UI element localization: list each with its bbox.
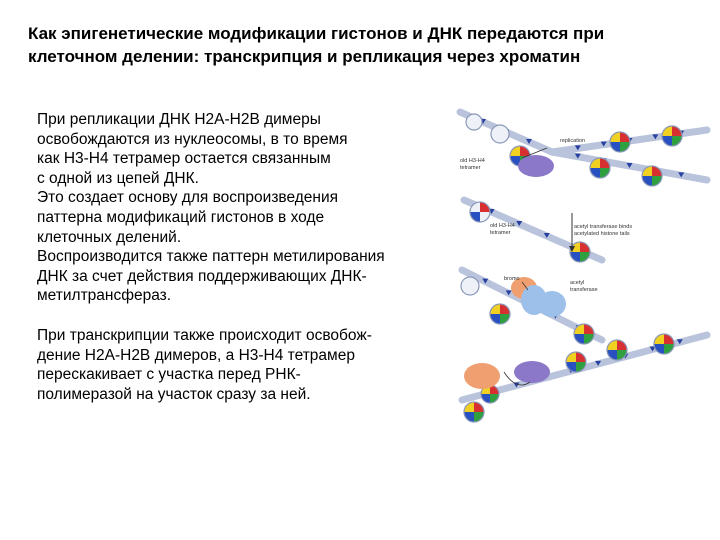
body-text — [37, 110, 452, 404]
paragraph-gap — [37, 306, 452, 326]
replication-line-1: При репликации ДНК H2A-H2B димеры — [37, 111, 321, 128]
replication-line-5: Это создает основу для воспроизведения — [37, 189, 339, 207]
label-acetyl-2: transferase — [570, 287, 598, 293]
transcription-line-4: полимеразой на участок сразу за ней. — [37, 385, 311, 403]
label-old-tetramer-2b: tetramer — [490, 230, 511, 236]
replication-line-10: метилтрансфераз. — [37, 287, 172, 305]
label-acetyl-binds-2: acetylated histone tails — [574, 231, 630, 237]
polymerase-top — [518, 155, 554, 177]
replication-line-8: Воспроизводится также паттерн метилирования — [37, 248, 385, 266]
polymerase-bottom — [514, 361, 550, 383]
nucleosome — [662, 126, 682, 146]
label-old-tetramer-1: old H3-H4 — [460, 158, 485, 164]
replication-line-9: ДНК за счет действия поддерживающих ДНК- — [37, 267, 367, 285]
nucleosome — [610, 132, 630, 152]
transcription-line-2: дение H2A-H2B димеров, а H3-H4 тетрамер — [37, 346, 355, 364]
nucleosome — [642, 166, 662, 186]
label-replication: replication — [560, 138, 586, 144]
label-acetyl-binds-1: acetyl transferase binds — [574, 224, 633, 230]
nucleosome — [590, 158, 610, 178]
nucleosome — [566, 352, 586, 372]
nucleosome — [607, 340, 627, 360]
nucleosome — [654, 334, 674, 354]
replication-line-2: освобождаются из нуклеосомы, в то время — [37, 130, 348, 148]
nucleosome — [461, 277, 479, 295]
orange-protein-bottom — [464, 363, 500, 389]
label-acetyl-1: acetyl — [570, 280, 585, 286]
label-old-tetramer-2: old H3-H4 — [490, 223, 515, 229]
nucleosome — [570, 242, 590, 262]
replication-line-4: с одной из цепей ДНК. — [37, 169, 199, 187]
label-old-tetramer-1b: tetramer — [460, 165, 481, 171]
bromo-protein-right — [538, 291, 566, 317]
title-line-1: Как эпигенетические модификации гистонов и ДНК передаются при — [28, 24, 605, 43]
chromatin-diagram — [452, 100, 718, 435]
replication-line-3: как H3-H4 тетрамер остается связанным — [37, 150, 331, 168]
slide-title — [28, 22, 708, 68]
nucleosome — [490, 304, 510, 324]
nucleosome — [491, 125, 509, 143]
nucleosome — [464, 402, 484, 422]
chromatin-figure — [452, 100, 718, 435]
nucleosome — [574, 324, 594, 344]
replication-line-7: клеточных делений. — [37, 228, 182, 246]
label-bromo: bromo — [504, 276, 520, 282]
transcription-line-1: При транскрипции также происходит освобож- — [37, 326, 372, 344]
replication-line-6: паттерна модификаций гистонов в ходе — [37, 208, 325, 226]
nucleosome — [470, 202, 490, 222]
nucleosome — [466, 114, 482, 130]
transcription-line-3: перескакивает с участка перед РНК- — [37, 366, 301, 384]
title-line-2: клеточном делении: транскрипция и репликация через хроматин — [28, 47, 581, 66]
